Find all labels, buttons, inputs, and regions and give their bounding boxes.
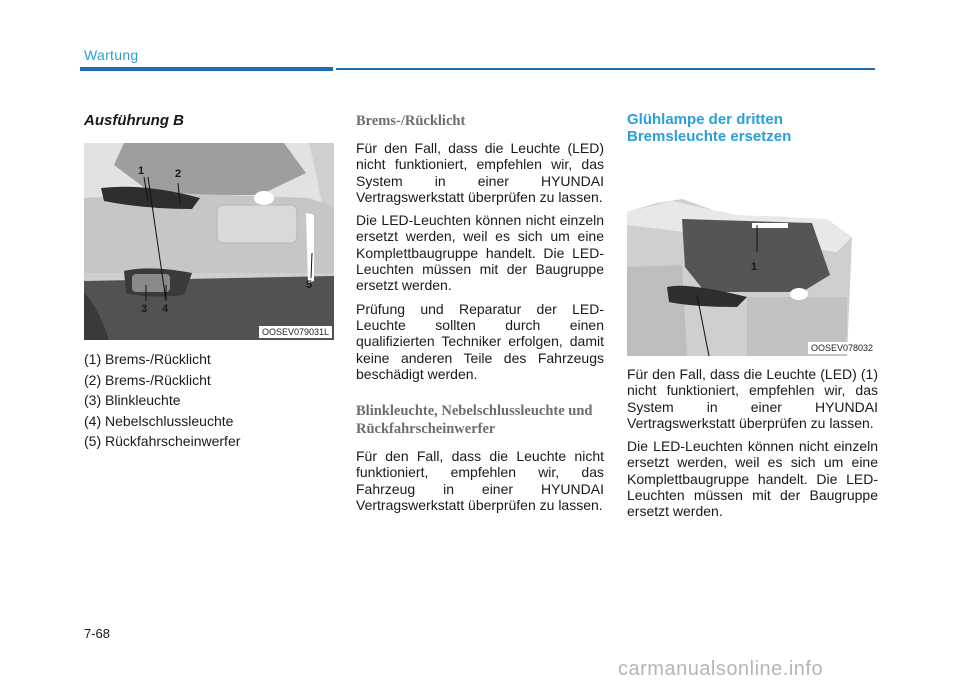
callout-5: 5 — [306, 279, 313, 291]
paragraph: Prüfung und Reparatur der LED-Leuchte sollten durch einen qualifizierten Techniker erfolgen, damit keine anderen Teile des Fahrzeugs beschädigt werden. — [356, 300, 604, 382]
callout-2: 2 — [175, 168, 182, 180]
subheading-brake-light: Brems-/Rücklicht — [356, 113, 466, 129]
legend-item: (1) Brems-/Rücklicht — [84, 351, 211, 367]
paragraph: Die LED-Leuchten können nicht einzeln ersetzt werden, weil es sich um eine Komplettbaugruppe handelt. Die LED-Leuchten müssen mit der Baugruppe ersetzt werden. — [627, 438, 878, 520]
column-middle — [356, 108, 604, 520]
heading-third-brake-light: Glühlampe der dritten Bremsleuchte ersetzen — [627, 111, 792, 145]
legend-item: (2) Brems-/Rücklicht — [84, 371, 211, 388]
callout-3: 3 — [141, 303, 148, 315]
hyundai-logo-icon — [254, 191, 274, 205]
paragraph: Für den Fall, dass die Leuchte nicht funktioniert, empfehlen wir, das Fahrzeug in einer HYUNDAI Vertragswerkstatt überprüfen zu lassen. — [356, 448, 604, 514]
rear-lights-illustration — [84, 143, 334, 340]
third-brake-light-figure — [627, 157, 878, 356]
legend-item: (4) Nebelschlussleuchte — [84, 412, 234, 429]
variant-title: Ausführung B — [84, 112, 184, 129]
legend-item: (3) Blinkleuchte — [84, 392, 181, 408]
column-left — [84, 108, 334, 452]
paragraph: Für den Fall, dass die Leuchte (LED) nicht funktioniert, empfehlen wir, das System in einer HYUNDAI Vertragswerkstatt überprüfen zu lassen. — [356, 140, 604, 205]
legend-item: (5) Rückfahrscheinwerfer — [84, 433, 241, 449]
figure-code: OOSEV078032 — [808, 342, 876, 354]
rear-lights-figure — [84, 143, 334, 340]
figure-legend — [84, 349, 334, 452]
page-number: 7-68 — [84, 626, 111, 641]
hyundai-logo-icon — [790, 288, 808, 300]
third-brake-light-illustration — [627, 157, 878, 356]
header-rule-thin — [336, 68, 875, 70]
column-right — [627, 108, 878, 527]
subheading-indicator-fog-reverse: Blinkleuchte, Nebelschlussleuchte und Rückfahrscheinwerfer — [356, 403, 593, 438]
callout-1: 1 — [138, 165, 145, 177]
watermark: carmanualsonline.info — [618, 658, 824, 680]
paragraph: Die LED-Leuchten können nicht einzeln ersetzt werden, weil es sich um eine Komplettbaugruppe handelt. Die LED-Leuchten müssen mit der Baugruppe ersetzt werden. — [356, 212, 604, 294]
callout-1: 1 — [751, 261, 758, 273]
section-title: Wartung — [84, 47, 139, 63]
callout-4: 4 — [162, 303, 169, 315]
header-rule-thick — [80, 67, 333, 71]
paragraph: Für den Fall, dass die Leuchte (LED) (1) nicht funktioniert, empfehlen wir, das System in einer HYUNDAI Vertragswerkstatt überprüfen zu lassen. — [627, 366, 878, 431]
figure-code: OOSEV079031L — [259, 326, 332, 338]
